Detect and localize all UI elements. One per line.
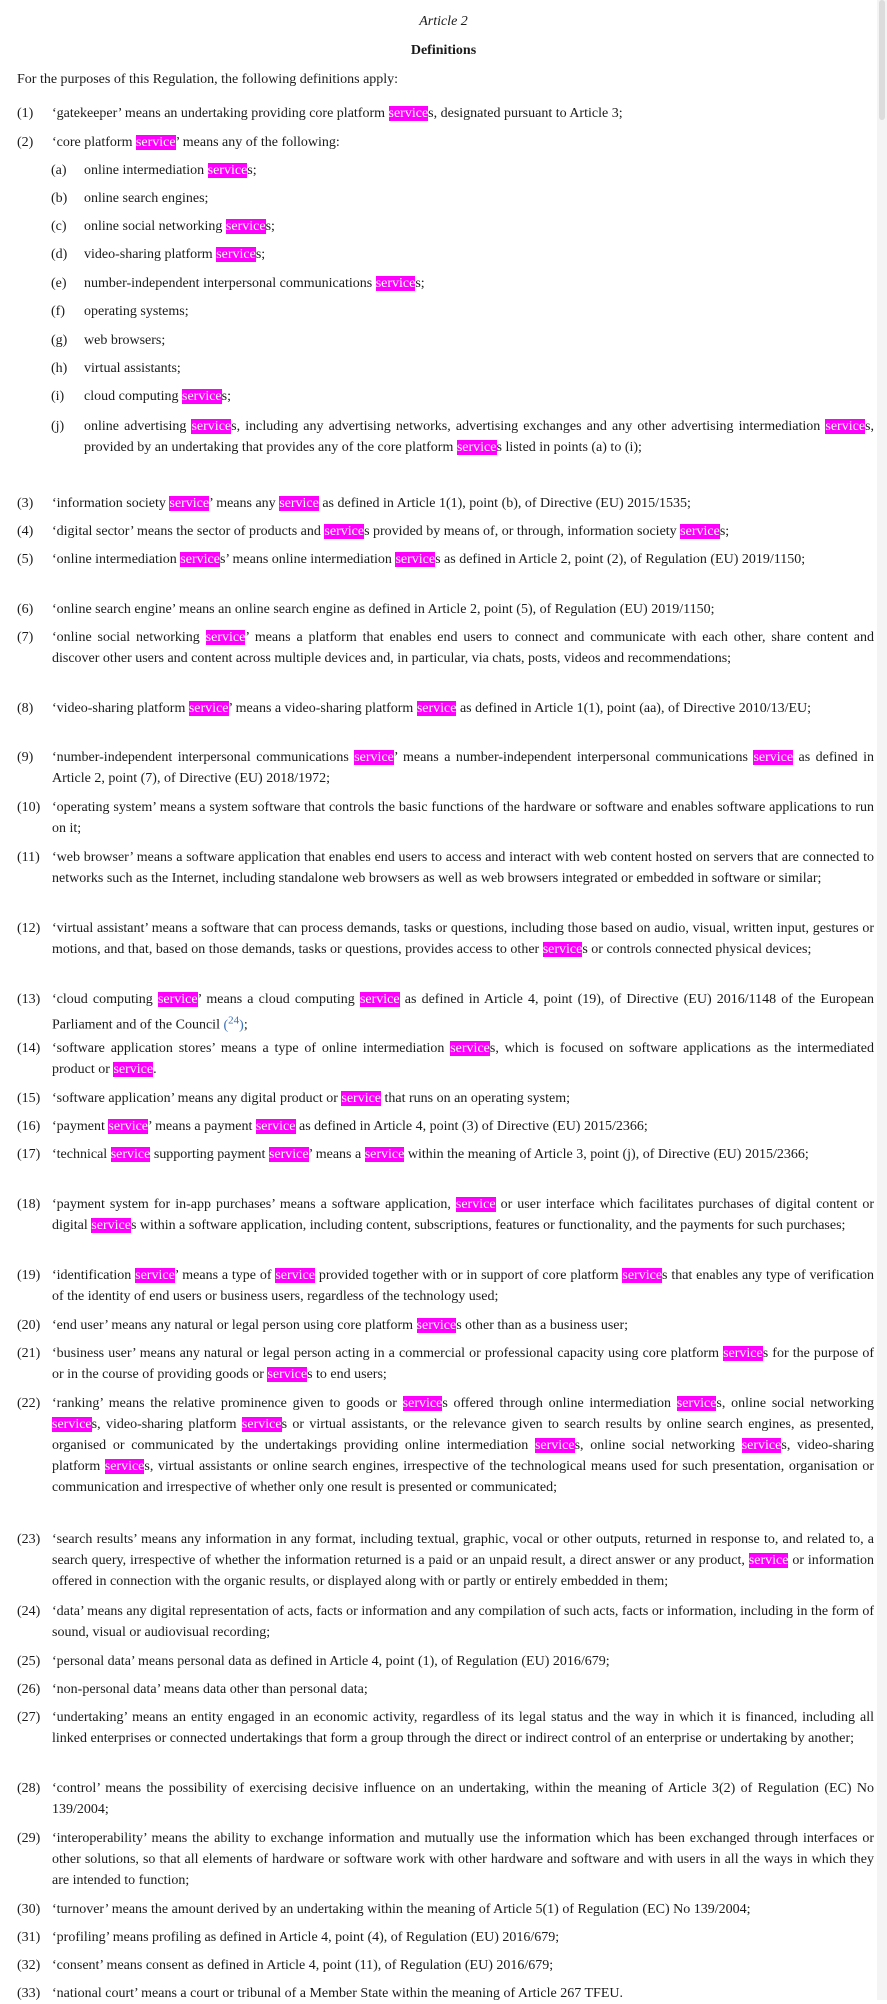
search-highlight: service [157, 992, 198, 1007]
search-highlight: service [52, 1417, 92, 1432]
search-highlight: service [354, 750, 394, 765]
sub-item-letter: (c) [51, 219, 67, 234]
search-highlight: service [188, 701, 229, 716]
definition-item [17, 132, 874, 153]
definition-text: ‘ranking’ means the relative prominence given to goods or services offered through online intermediation services, online social networking services, video-sharing platform services or virtual assistants, or the relevance given to search results by online search engines, as presented, organised or communicated by the undertakings providing online intermediation services, online social networking services, video-sharing platform services, virtual assistants or online search engines, irrespective of the technological means used for such presentation, organisation or communication and irrespective of whether only one result is presented or communicated; [52, 1396, 875, 1495]
definition-number: (24) [17, 1604, 41, 1619]
definition-number: (9) [17, 750, 34, 765]
search-highlight: service [241, 1417, 282, 1432]
definition-number: (27) [17, 1710, 41, 1725]
search-highlight: service [375, 276, 416, 291]
definition-item [17, 521, 874, 542]
search-highlight: service [135, 1268, 175, 1283]
definition-text: ‘national court’ means a court or tribunal of a Member State within the meaning of Article 267 TFEU. [52, 1986, 623, 2001]
definition-text: ‘interoperability’ means the ability to exchange information and mutually use the information which has been exchanged through interfaces or other solutions, so that all elements of hardware or software work with other hardware and software and with users in all the ways in which they are intended to function; [52, 1831, 874, 1888]
search-highlight: service [388, 106, 429, 121]
sub-item-letter: (i) [51, 389, 65, 404]
search-highlight: service [104, 1459, 145, 1474]
definition-number: (1) [17, 106, 34, 121]
definition-item [17, 847, 874, 889]
footnote-reference: ($^{24}$) [223, 1014, 244, 1033]
article-title: Definitions [410, 43, 477, 58]
sub-item-e [51, 273, 874, 294]
search-highlight: service [169, 496, 210, 511]
sub-item-letter: (g) [51, 333, 68, 348]
sub-item-letter: (j) [51, 419, 65, 434]
definition-text: ‘digital sector’ means the sector of products and services provided by means of, or through, information society services; [52, 524, 730, 539]
definition-number: (30) [17, 1902, 41, 1917]
sub-item-text: virtual assistants; [84, 361, 181, 376]
scrollbar[interactable] [877, 0, 887, 2000]
search-highlight: service [110, 1147, 151, 1162]
definition-text: ‘payment system for in-app purchases’ means a software application, service or user interface which facilitates purchases of digital content or digital services within a software application, including content, subscriptions, features or functionality, and the payments for such purchases; [52, 1197, 874, 1233]
definition-number: (31) [17, 1930, 41, 1945]
definition-number: (8) [17, 701, 34, 716]
search-highlight: service [676, 1396, 717, 1411]
sub-item-letter: (a) [51, 163, 67, 178]
definition-text: ‘turnover’ means the amount derived by an undertaking within the meaning of Article 5(1) of Regulation (EC) No 139/2004; [52, 1902, 751, 1917]
sub-item-text: web browsers; [84, 333, 166, 348]
sub-item-h [51, 358, 874, 379]
definition-number: (20) [17, 1318, 41, 1333]
sub-item-j [51, 416, 874, 458]
definition-text: ‘control’ means the possibility of exercising decisive influence on an undertaking, within the meaning of Article 3(2) of Regulation (EC) No 139/2004; [52, 1781, 874, 1817]
definition-number: (22) [17, 1396, 41, 1411]
definition-number: (10) [17, 800, 41, 815]
sub-item-text: online advertising services, including any advertising networks, advertising exchanges and any other advertising intermediation services, provided by an undertaking that provides any of the core platform services listed in points (a) to (i); [84, 419, 874, 455]
sub-item-letter: (b) [51, 191, 68, 206]
search-highlight: service [268, 1147, 309, 1162]
search-highlight: service [402, 1396, 443, 1411]
sub-item-text: online search engines; [84, 191, 209, 206]
search-highlight: service [456, 440, 497, 455]
definition-number: (19) [17, 1268, 41, 1283]
search-highlight: service [534, 1438, 575, 1453]
sub-item-d [51, 244, 874, 265]
footnote-link[interactable]: 24 [228, 1014, 240, 1026]
definition-item [17, 1601, 874, 1643]
search-highlight: service [135, 135, 176, 150]
definition-text: ‘non-personal data’ means data other than personal data; [52, 1682, 368, 1697]
search-highlight: service [91, 1218, 131, 1233]
sub-item-a [51, 160, 874, 181]
definition-item [17, 493, 874, 514]
definition-number: (6) [17, 602, 34, 617]
definition-number: (28) [17, 1781, 41, 1796]
article-intro: For the purposes of this Regulation, the following definitions apply: [17, 72, 399, 87]
definition-item [17, 1651, 874, 1672]
search-highlight: service [191, 419, 232, 434]
definition-number: (7) [17, 630, 34, 645]
search-highlight: service [113, 1062, 154, 1077]
definition-number: (18) [17, 1197, 41, 1212]
definition-item [17, 1778, 874, 1820]
definition-item [17, 1707, 874, 1749]
search-highlight: service [275, 1268, 315, 1283]
search-highlight: service [216, 247, 256, 262]
definition-number: (14) [17, 1041, 41, 1056]
definition-number: (21) [17, 1346, 41, 1361]
definition-text: ‘online search engine’ means an online search engine as defined in Article 2, point (5), of Regulation (EU) 2019/1150; [52, 602, 715, 617]
search-highlight: service [825, 419, 866, 434]
article-number: Article 2 [419, 14, 468, 29]
search-highlight: service [622, 1268, 663, 1283]
search-highlight: service [723, 1346, 763, 1361]
definition-number: (25) [17, 1654, 41, 1669]
definition-text: ‘identification service’ means a type of service provided together with or in support of core platform services that enables any type of verification of the identity of end users or business users, regardless of the technology used; [52, 1268, 874, 1304]
search-highlight: service [364, 1147, 405, 1162]
search-highlight: service [205, 630, 246, 645]
sub-item-text: online social networking services; [84, 219, 275, 234]
definition-text: ‘number-independent interpersonal communications service’ means a number-independent interpersonal communications service as defined in Article 2, point (7), of Directive (EU) 2018/1972; [52, 750, 875, 786]
definition-number: (23) [17, 1532, 41, 1547]
definition-item [17, 1194, 874, 1236]
sub-item-text: online intermediation services; [84, 163, 257, 178]
definition-text: ‘cloud computing service’ means a cloud computing service as defined in Article 4, point (19), of Directive (EU) 2016/1148 of the European Parliament and of the Council ($^{24}$); [52, 992, 874, 1033]
sub-item-text: video-sharing platform services; [84, 247, 266, 262]
definition-item [17, 1983, 874, 2004]
definition-text: ‘business user’ means any natural or legal person acting in a commercial or professional capacity using core platform services for the purpose of or in the course of providing goods or services to end users; [52, 1346, 874, 1382]
search-highlight: service [341, 1091, 382, 1106]
sub-item-letter: (h) [51, 361, 68, 376]
definition-item [17, 698, 874, 719]
search-highlight: service [180, 552, 220, 567]
definition-number: (16) [17, 1119, 41, 1134]
search-highlight: service [359, 992, 400, 1007]
sub-item-f [51, 301, 874, 322]
definition-number: (3) [17, 496, 34, 511]
definition-item [17, 549, 874, 570]
definition-number: (17) [17, 1147, 41, 1162]
definition-item [17, 1116, 874, 1137]
definition-text: ‘personal data’ means personal data as defined in Article 4, point (1), of Regulation (EU) 2016/679; [52, 1654, 610, 1669]
sub-item-text: operating systems; [84, 304, 189, 319]
definition-item [17, 1088, 874, 1109]
sub-item-letter: (e) [51, 276, 67, 291]
sub-item-g [51, 330, 874, 351]
definition-number: (15) [17, 1091, 41, 1106]
search-highlight: service [207, 163, 248, 178]
definition-text: ‘virtual assistant’ means a software that can process demands, tasks or questions, including those based on audio, visual, written input, gestures or motions, and that, based on those demands, tasks or questions, provides access to other services or controls connected physical devices; [52, 921, 874, 957]
search-highlight: service [279, 496, 319, 511]
definition-text: ‘end user’ means any natural or legal person using core platform services other than as a business user; [52, 1318, 629, 1333]
definition-number: (13) [17, 992, 41, 1007]
definition-text: ‘web browser’ means a software application that enables end users to access and interact with web content hosted on servers that are connected to networks such as the Internet, including standalone web browsers as well as web browsers integrated or embedded in software or similar; [52, 850, 874, 886]
definition-number: (12) [17, 921, 41, 936]
search-highlight: service [741, 1438, 782, 1453]
definition-item [17, 1927, 874, 1948]
search-highlight: service [255, 1119, 296, 1134]
definition-text: ‘search results’ means any information in any format, including textual, graphic, vocal or other outputs, returned in response to, and related to, a search query, irrespective of whether the information returned is a paid or an unpaid result, a direct answer or any product, service or information offered in connection with the organic results, or displayed along with or partly or entirely embedded in them; [52, 1532, 874, 1589]
definition-item [17, 797, 874, 839]
definition-number: (29) [17, 1831, 41, 1846]
sub-item-c [51, 216, 874, 237]
definition-text: ‘video-sharing platform service’ means a video-sharing platform service as defined in Article 1(1), point (aa), of Directive 2010/13/EU; [52, 701, 812, 716]
definition-text: ‘core platform service’ means any of the following: [52, 135, 340, 150]
search-highlight: service [450, 1041, 490, 1056]
search-highlight: service [182, 389, 222, 404]
search-highlight: service [753, 750, 794, 765]
definition-number: (26) [17, 1682, 41, 1697]
definition-item [17, 1899, 874, 1920]
definition-text: ‘payment service’ means a payment service as defined in Article 4, point (3) of Directive (EU) 2015/2366; [52, 1119, 648, 1134]
definition-text: ‘software application’ means any digital product or service that runs on an operating system; [52, 1091, 570, 1106]
search-highlight: service [324, 524, 365, 539]
definition-number: (11) [17, 850, 40, 865]
search-highlight: service [680, 524, 720, 539]
search-highlight: service [416, 1318, 457, 1333]
definition-text: ‘online intermediation services’ means online intermediation services as defined in Article 2, point (2), of Regulation (EU) 2019/1150; [52, 552, 806, 567]
scrollbar-thumb[interactable] [879, 0, 885, 120]
definition-number: (2) [17, 135, 34, 150]
search-highlight: service [416, 701, 457, 716]
definition-item [17, 1144, 874, 1165]
sub-item-letter: (d) [51, 247, 68, 262]
search-highlight: service [542, 942, 583, 957]
search-highlight: service [267, 1367, 308, 1382]
definition-item [17, 918, 874, 960]
definition-text: ‘online social networking service’ means a platform that enables end users to connect and communicate with each other, share content and discover other users and content across multiple devices and, in particular, via chats, posts, videos and recommendations; [52, 630, 875, 666]
sub-item-b [51, 188, 874, 209]
search-highlight: service [108, 1119, 149, 1134]
definition-item [17, 1679, 874, 1700]
definition-item [17, 1529, 874, 1592]
definition-number: (33) [17, 1986, 41, 2001]
definition-number: (32) [17, 1958, 41, 1973]
definition-text: ‘software application stores’ means a type of online intermediation services, which is focused on software applications as the intermediated product or service. [52, 1041, 875, 1077]
sub-item-text: cloud computing services; [84, 389, 231, 404]
definition-number: (4) [17, 524, 34, 539]
definition-text: ‘data’ means any digital representation of acts, facts or information and any compilation of such acts, facts or information, including in the form of sound, visual or audiovisual recording; [52, 1604, 874, 1640]
definition-item [17, 103, 874, 124]
definition-number: (5) [17, 552, 34, 567]
definition-text: ‘profiling’ means profiling as defined in Article 4, point (4), of Regulation (EU) 2016/679; [52, 1930, 560, 1945]
search-highlight: service [225, 219, 266, 234]
sub-item-text: number-independent interpersonal communications services; [84, 276, 425, 291]
definition-text: ‘operating system’ means a system software that controls the basic functions of the hardware or software and enables software applications to run on it; [52, 800, 874, 836]
search-highlight: service [395, 552, 436, 567]
sub-item-letter: (f) [51, 304, 65, 319]
definition-item [17, 1955, 874, 1976]
definition-text: ‘undertaking’ means an entity engaged in an economic activity, regardless of its legal status and the way in which it is financed, including all linked enterprises or connected undertakings that form a group through the direct or indirect control of an enterprise or undertaking by another; [52, 1710, 874, 1746]
definition-item [17, 1343, 874, 1385]
definition-item [17, 627, 874, 669]
search-highlight: service [748, 1553, 789, 1568]
definition-text: ‘information society service’ means any service as defined in Article 1(1), point (b), of Directive (EU) 2015/1535; [52, 496, 691, 511]
definition-item [17, 1393, 874, 1498]
definition-item [17, 1315, 874, 1336]
definition-item [17, 1828, 874, 1891]
definition-item [17, 1265, 874, 1307]
definition-item [17, 1038, 874, 1080]
definition-text: ‘consent’ means consent as defined in Article 4, point (11), of Regulation (EU) 2016/679; [52, 1958, 554, 1973]
definition-item [17, 989, 874, 1036]
definition-item [17, 747, 874, 789]
sub-item-i [51, 386, 874, 407]
definition-item [17, 599, 874, 620]
definition-text: ‘technical service supporting payment service’ means a service within the meaning of Article 3, point (j), of Directive (EU) 2015/2366; [52, 1147, 809, 1162]
definition-text: ‘gatekeeper’ means an undertaking providing core platform services, designated pursuant to Article 3; [52, 106, 623, 121]
search-highlight: service [455, 1197, 496, 1212]
